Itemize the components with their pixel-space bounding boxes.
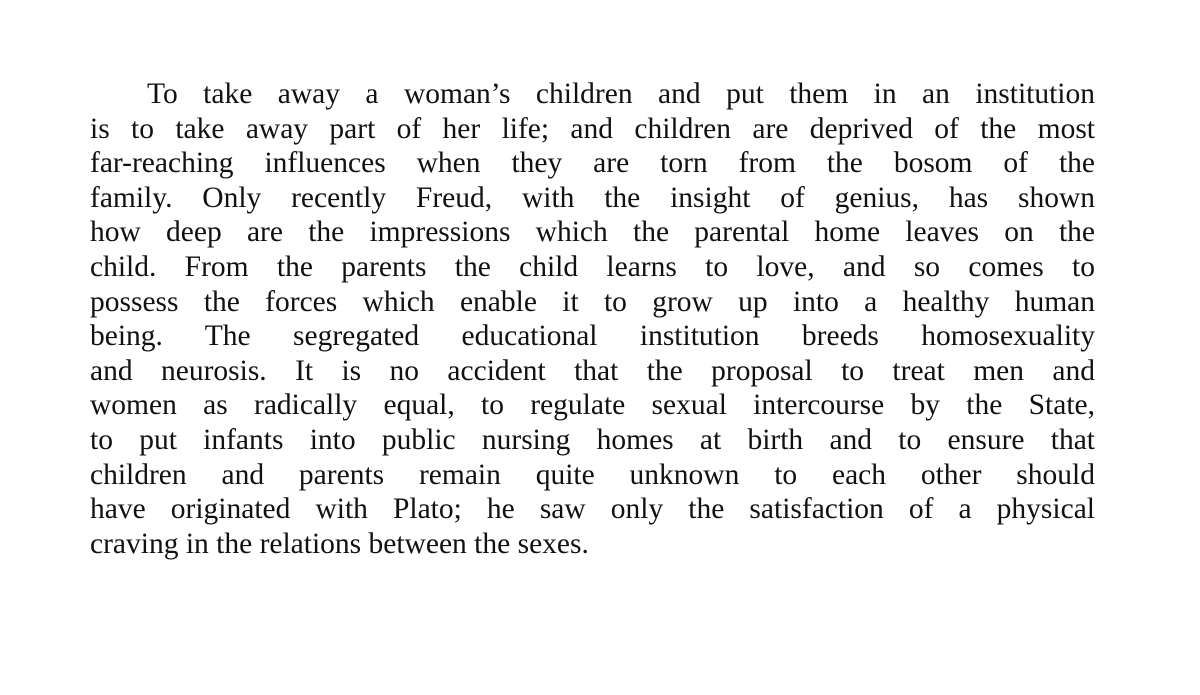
text-line: how deep are the impressions which the parental home leaves on the: [90, 216, 1095, 249]
text-line: have originated with Plato; he saw only the satisfaction of a physical: [90, 493, 1095, 526]
text-paragraph: [90, 77, 1095, 561]
text-line: possess the forces which enable it to grow up into a healthy human: [90, 285, 1095, 318]
text-line: women as radically equal, to regulate sexual intercourse by the State,: [90, 389, 1095, 422]
text-line: and neurosis. It is no accident that the proposal to treat men and: [90, 354, 1095, 387]
text-line: to put infants into public nursing homes at birth and to ensure that: [90, 423, 1095, 456]
text-line: family. Only recently Freud, with the insight of genius, has shown: [90, 181, 1095, 214]
text-line: craving in the relations between the sexes.: [90, 527, 589, 560]
text-line: To take away a woman’s children and put them in an institution: [147, 78, 1095, 110]
text-line: child. From the parents the child learns to love, and so comes to: [90, 250, 1095, 283]
text-line: children and parents remain quite unknown to each other should: [90, 458, 1095, 491]
text-line: far-reaching influences when they are torn from the bosom of the: [90, 147, 1095, 180]
text-line: being. The segregated educational institution breeds homosexuality: [90, 320, 1095, 353]
text-line: is to take away part of her life; and children are deprived of the most: [90, 112, 1095, 145]
